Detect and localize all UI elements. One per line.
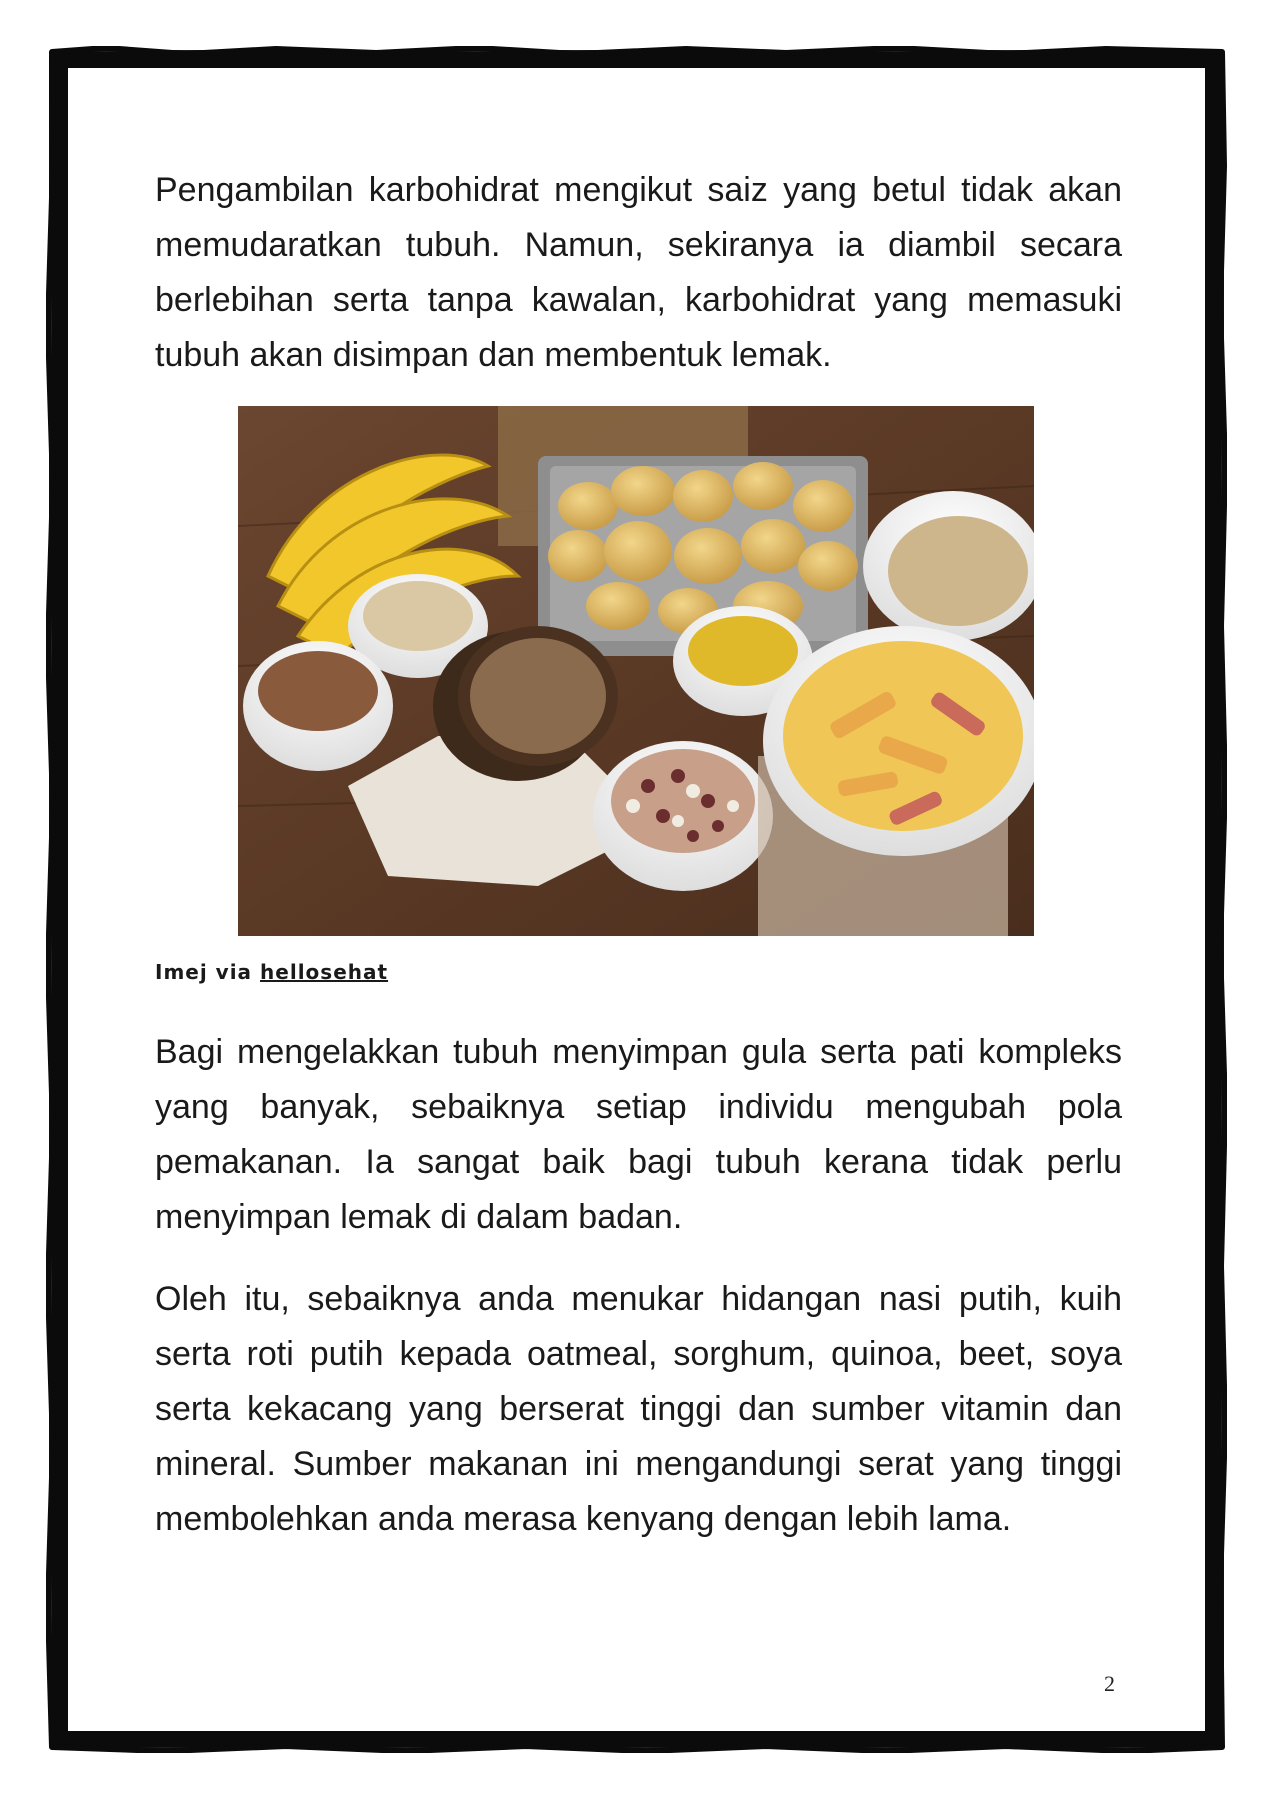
page-number: 2 xyxy=(1104,1671,1115,1696)
caption-source-link[interactable]: hellosehat xyxy=(260,960,389,984)
carbohydrate-foods-photo xyxy=(238,406,1034,936)
paragraph-2: Bagi mengelakkan tubuh menyimpan gula serta pati kompleks yang banyak, sebaiknya setiap individu mengubah pola pemakanan. Ia sangat baik bagi tubuh kerana tidak perlu menyimpan lemak di dalam badan. xyxy=(155,1033,1122,1236)
paragraph-1: Pengambilan karbohidrat mengikut saiz yang betul tidak akan memudaratkan tubuh. Namun, sekiranya ia diambil secara berlebihan serta tanpa kawalan, karbohidrat yang memasuki tubuh akan disimpan dan membentuk lemak. xyxy=(155,171,1122,374)
caption-prefix: Imej via xyxy=(155,960,253,984)
image-caption xyxy=(155,960,388,984)
paragraph-3: Oleh itu, sebaiknya anda menukar hidangan nasi putih, kuih serta roti putih kepada oatmeal, sorghum, quinoa, beet, soya serta kekacang yang berserat tinggi dan sumber vitamin dan mineral. Sumber makanan ini mengandungi serat yang tinggi membolehkan anda merasa kenyang dengan lebih lama. xyxy=(155,1280,1122,1538)
